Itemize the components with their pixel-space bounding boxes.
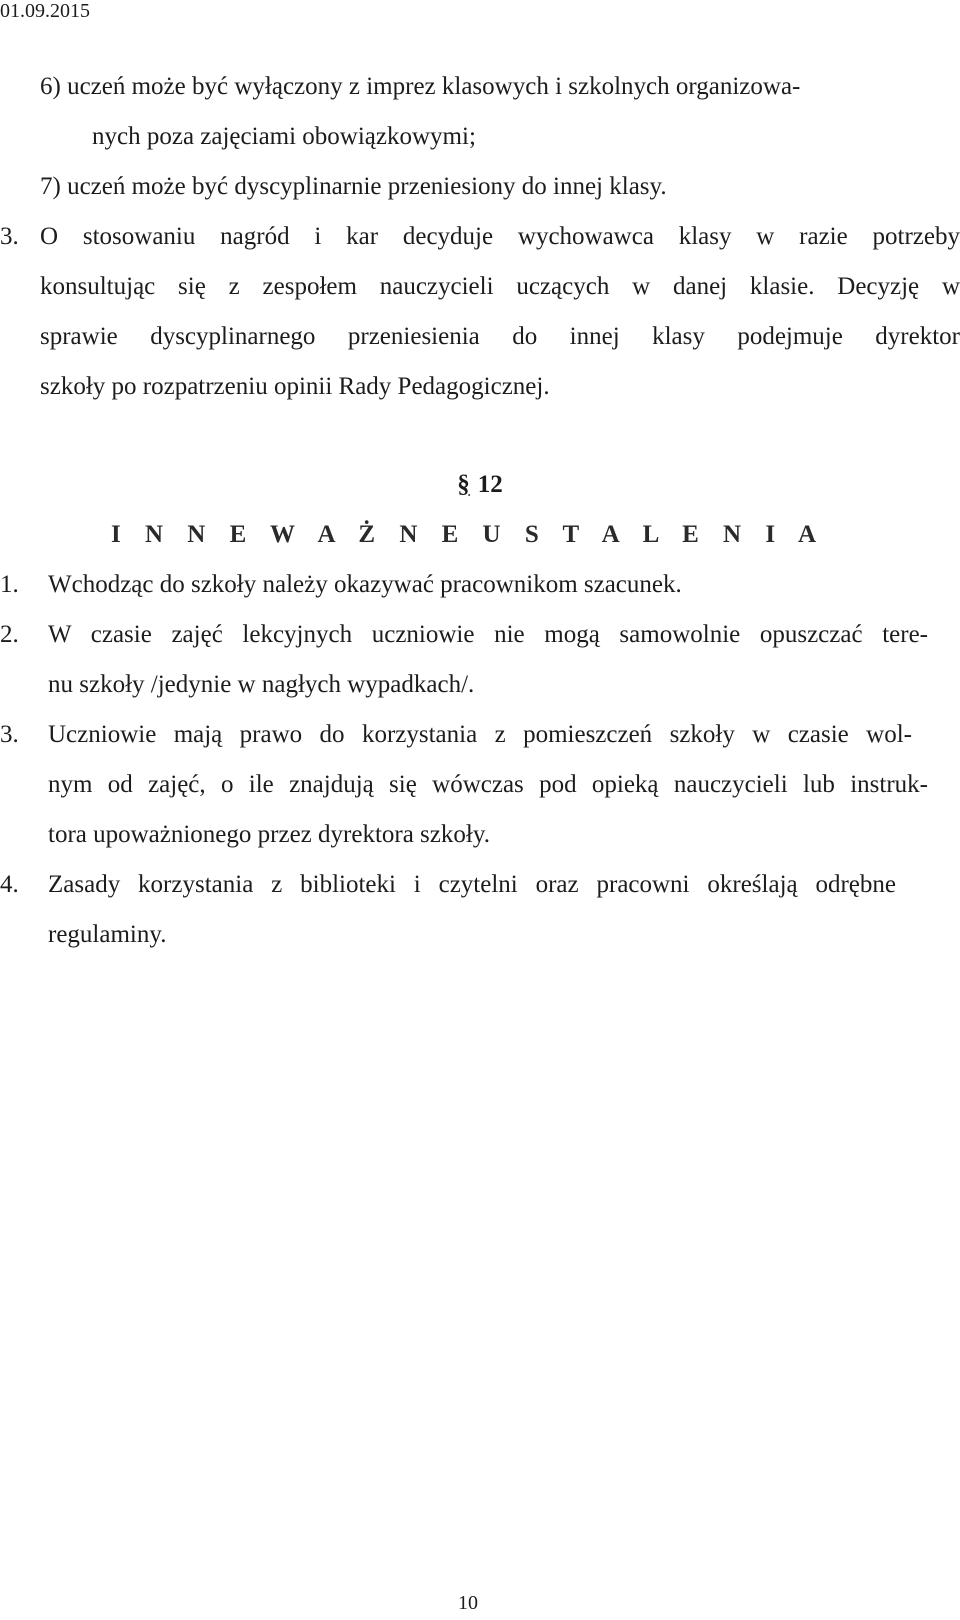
list-item-2-number: 2.	[0, 621, 19, 648]
list-item-4-line2: regulaminy.	[48, 921, 167, 948]
list-item-4-line1: Zasady korzystania z biblioteki i czytelni oraz pracowni określają odrębne	[48, 871, 896, 898]
paragraph-3-line1: O stosowaniu nagród i kar decyduje wychowawca klasy w razie potrzeby	[40, 223, 960, 250]
list-item-3-line1: Uczniowie mają prawo do korzystania z pomieszczeń szkoły w czasie wol-	[48, 721, 912, 748]
list-item-4-number: 4.	[0, 871, 19, 898]
list-item-7: 7) uczeń może być dyscyplinarnie przeniesiony do innej klasy.	[40, 173, 667, 200]
paragraph-3-line2: konsultując się z zespołem nauczycieli uczących w danej klasie. Decyzję w	[40, 273, 960, 300]
list-item-2-line1: W czasie zajęć lekcyjnych uczniowie nie mogą samowolnie opuszczać tere-	[48, 621, 928, 648]
list-item-1-number: 1.	[0, 571, 19, 598]
page-number: 10	[458, 1592, 478, 1614]
list-item-6-line1: 6) uczeń może być wyłączony z imprez klasowych i szkolnych organizowa-	[40, 73, 801, 100]
section-number-value: 12	[477, 471, 503, 498]
section-number	[0, 472, 960, 497]
paragraph-3-number: 3.	[0, 223, 19, 250]
paragraph-3-line3: sprawie dyscyplinarnego przeniesienia do innej klasy podejmuje dyrektor	[40, 323, 960, 350]
list-item-2-line2: nu szkoły /jedynie w nagłych wypadkach/.	[48, 671, 475, 698]
section-title: I N N E W A Ż N E U S T A L E N I A	[110, 521, 825, 548]
list-item-1-line1: Wchodząc do szkoły należy okazywać pracownikom szacunek.	[48, 571, 682, 598]
paragraph-3-line4: szkoły po rozpatrzeniu opinii Rady Pedagogicznej.	[40, 373, 550, 400]
list-item-3-line3: tora upoważnionego przez dyrektora szkoły.	[48, 821, 490, 848]
list-item-3-line2: nym od zajęć, o ile znajdują się wówczas pod opieką nauczycieli lub instruk-	[48, 771, 928, 798]
list-item-6-line2: nych poza zajęciami obowiązkowymi;	[92, 123, 476, 150]
list-item-3-number: 3.	[0, 721, 19, 748]
page-date: 01.09.2015	[0, 0, 90, 22]
paragraph-sign-icon: §	[457, 471, 470, 498]
